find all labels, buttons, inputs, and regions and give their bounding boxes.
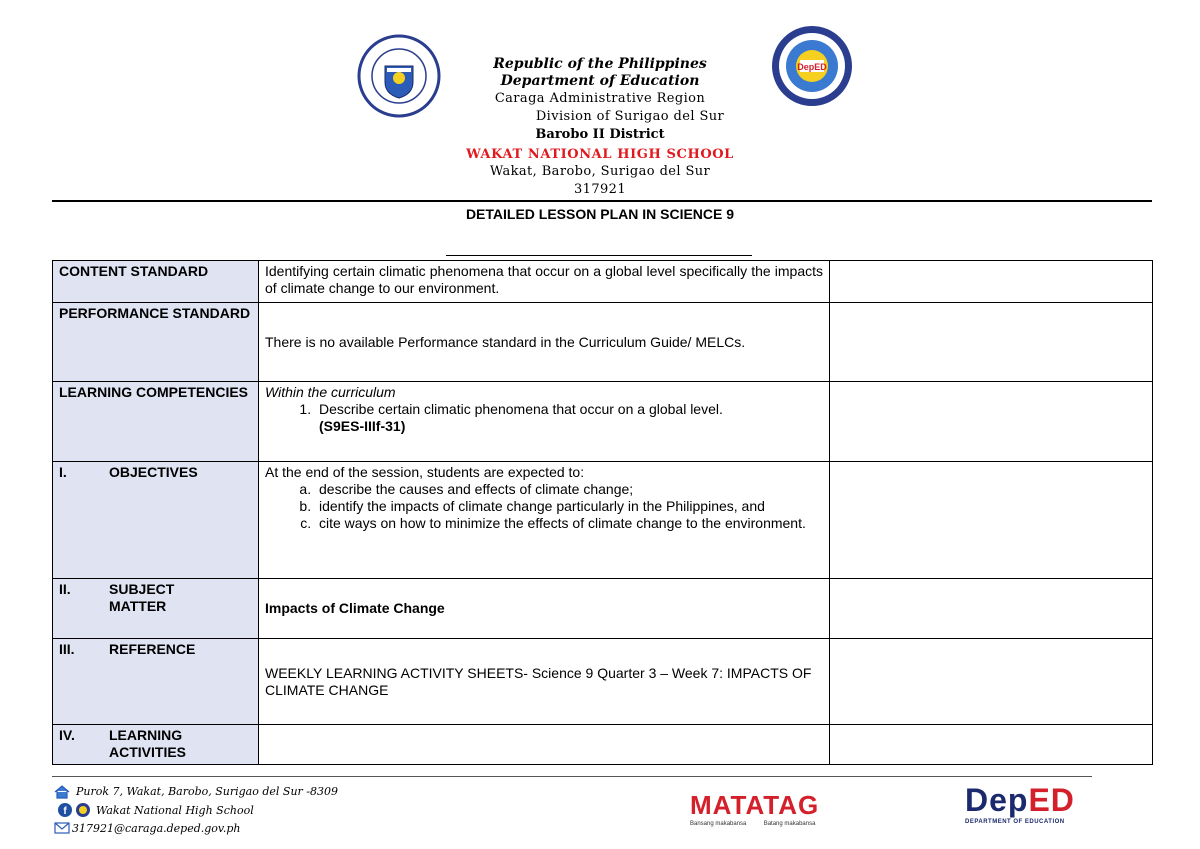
reference-label-cell [53,639,259,725]
svg-text:f: f [63,806,67,817]
facebook-icon [58,803,72,817]
matatag-logo [690,790,819,827]
learning-activities-roman: IV. [59,727,75,743]
competency-text: Describe certain climatic phenomena that occur on a global level. [319,401,723,417]
header-address: Wakat, Barobo, Surigao del Sur [489,164,711,179]
table-row [53,303,1153,382]
performance-standard-label: PERFORMANCE STANDARD [53,303,259,382]
header-school-id: 317921 [573,182,627,197]
subject-matter-label-2: MATTER [109,598,167,614]
learning-activities-notes [830,725,1153,765]
deped-wordmark [965,782,1075,819]
learning-competencies-cell [259,382,830,462]
objectives-label: OBJECTIVES [109,464,198,480]
learning-competencies-notes [830,382,1153,462]
objectives-cell [259,462,830,579]
objectives-list [265,481,823,532]
competencies-heading: Within the curriculum [265,384,396,400]
deped-subtitle: DEPARTMENT OF EDUCATION [965,819,1065,825]
title-blank-line [446,255,752,256]
objectives-roman: I. [59,464,67,480]
header-district: Barobo II District [535,127,665,142]
subject-matter-text: Impacts of Climate Change [259,579,830,639]
competencies-list [265,401,823,435]
page-title: DETAILED LESSON PLAN IN SCIENCE 9 [465,206,735,222]
table-row [53,639,1153,725]
performance-standard-notes [830,303,1153,382]
reference-notes [830,639,1153,725]
header-divider [52,200,1152,202]
table-row [53,462,1153,579]
header-department: Department of Education [500,73,700,89]
email-icon [54,821,68,835]
matatag-wordmark: MATATAG [690,790,820,820]
learning-activities-text [259,725,830,765]
home-icon [54,785,68,799]
subject-matter-notes [830,579,1153,639]
list-item: b. identify the impacts of climate change particularly in the Philippines, and [315,498,823,515]
learning-activities-label-1: LEARNING [109,727,183,743]
content-standard-notes [830,261,1153,303]
deped-ed: ED [1028,782,1075,818]
content-standard-text: Identifying certain climatic phenomena that occur on a global level specifically the impacts of climate change to our environment. [259,261,830,303]
reference-text: WEEKLY LEARNING ACTIVITY SHEETS- Science 9 Quarter 3 – Week 7: IMPACTS OF CLIMATE CHANGE [259,639,830,725]
learning-competencies-label: LEARNING COMPETENCIES [53,382,259,462]
performance-standard-text: There is no available Performance standard in the Curriculum Guide/ MELCs. [259,303,830,382]
header-region: Caraga Administrative Region [494,91,706,106]
reference-roman: III. [59,641,75,657]
content-standard-label: CONTENT STANDARD [53,261,259,303]
subject-matter-label-1: SUBJECT [109,581,175,597]
objectives-label-cell [53,462,259,579]
reference-label: REFERENCE [109,641,196,657]
list-item: c. cite ways on how to minimize the effects of climate change to the environment. [315,515,823,532]
learning-activities-label-cell [53,725,259,765]
deped-dep: Dep [965,782,1029,818]
footer-divider [52,776,1092,777]
matatag-tagline [690,821,819,827]
school-logo-small-icon [76,803,90,817]
subject-matter-roman: II. [59,581,71,597]
deped-logo [965,782,1075,825]
footer-address: Purok 7, Wakat, Barobo, Surigao del Sur -8309 [76,785,339,798]
svg-text:DepED: DepED [797,62,827,72]
lesson-plan-table [52,260,1153,765]
footer-email: 317921@caraga.deped.gov.ph [72,822,241,835]
table-row [53,725,1153,765]
competency-code: (S9ES-IIIf-31) [319,418,406,434]
objectives-notes [830,462,1153,579]
matatag-tagline-right: Batang makabansa [763,821,816,827]
list-item [315,401,823,435]
header-division: Division of Surigao del Sur [535,109,725,124]
subject-matter-label-cell [53,579,259,639]
learning-activities-label-2: ACTIVITIES [109,744,187,760]
footer-facebook: Wakat National High School [96,804,254,817]
table-row [53,579,1153,639]
header-school-name: WAKAT NATIONAL HIGH SCHOOL [466,147,734,162]
header-republic: Republic of the Philippines [493,56,707,72]
matatag-tagline-left: Bansang makabansa [690,821,747,827]
table-row [53,261,1153,303]
objectives-intro: At the end of the session, students are expected to: [265,464,585,480]
list-item: a. describe the causes and effects of climate change; [315,481,823,498]
table-row [53,382,1153,462]
